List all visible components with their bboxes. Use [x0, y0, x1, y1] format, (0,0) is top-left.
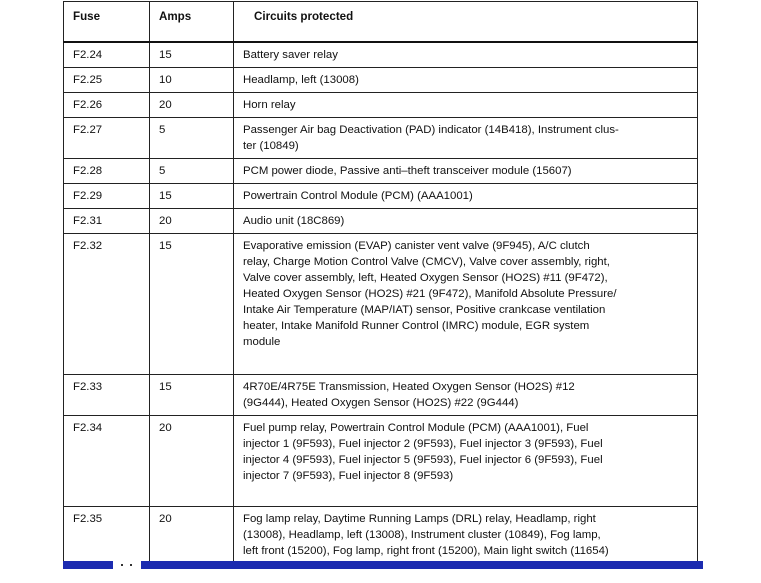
column-header-circuits: Circuits protected	[234, 2, 698, 42]
cell-circuits: Fog lamp relay, Daytime Running Lamps (DRL) relay, Headlamp, right (13008), Headlamp, left (13008), Instrument cluster (10849), Fog lamp, left front (15200), Fog lamp, right front (15200), Main light switch (11654)	[234, 506, 698, 566]
cell-fuse: F2.32	[64, 233, 150, 374]
cell-amps: 15	[150, 183, 234, 208]
slide-accent-bar	[63, 561, 703, 569]
cell-fuse: F2.33	[64, 374, 150, 415]
table-body	[64, 42, 698, 567]
cell-circuits: Evaporative emission (EVAP) canister vent valve (9F945), A/C clutch relay, Charge Motion Control Valve (CMCV), Valve cover assembly, right, Valve cover assembly, left, Heated Oxygen Sensor (HO2S) #11 (9F472), Heated Oxygen Sensor (HO2S) #21 (9F472), Manifold Absolute Pressure/ Intake Air Temperature (MAP/IAT) sensor, Positive crankcase ventilation heater, Intake Manifold Runner Control (IMRC) module, EGR system module	[234, 233, 698, 374]
cell-amps: 5	[150, 117, 234, 158]
column-header-fuse: Fuse	[64, 2, 150, 42]
cell-fuse: F2.29	[64, 183, 150, 208]
cell-amps: 20	[150, 208, 234, 233]
cell-fuse: F2.25	[64, 67, 150, 92]
cell-amps: 15	[150, 233, 234, 374]
table-row	[64, 92, 698, 117]
cell-circuits: Passenger Air bag Deactivation (PAD) indicator (14B418), Instrument clus- ter (10849)	[234, 117, 698, 158]
fuse-table	[63, 1, 698, 567]
cell-fuse: F2.28	[64, 158, 150, 183]
cell-circuits: Battery saver relay	[234, 42, 698, 68]
cell-amps: 20	[150, 415, 234, 506]
table-row	[64, 42, 698, 68]
cell-circuits: PCM power diode, Passive anti–theft transceiver module (15607)	[234, 158, 698, 183]
page-bottom-edge	[0, 569, 761, 583]
table-row	[64, 158, 698, 183]
cell-circuits: 4R70E/4R75E Transmission, Heated Oxygen Sensor (HO2S) #12 (9G444), Heated Oxygen Sensor (HO2S) #22 (9G444)	[234, 374, 698, 415]
cell-circuits: Horn relay	[234, 92, 698, 117]
cell-circuits: Headlamp, left (13008)	[234, 67, 698, 92]
table-header-row	[64, 2, 698, 42]
cell-fuse: F2.35	[64, 506, 150, 566]
cell-circuits: Fuel pump relay, Powertrain Control Module (PCM) (AAA1001), Fuel injector 1 (9F593), Fuel injector 2 (9F593), Fuel injector 3 (9F593), Fuel injector 4 (9F593), Fuel injector 5 (9F593), Fuel injector 6 (9F593), Fuel injector 7 (9F593), Fuel injector 8 (9F593)	[234, 415, 698, 506]
table-row	[64, 183, 698, 208]
cell-fuse: F2.27	[64, 117, 150, 158]
cell-fuse: F2.34	[64, 415, 150, 506]
table-row	[64, 374, 698, 415]
table-row	[64, 506, 698, 566]
cell-fuse: F2.31	[64, 208, 150, 233]
cell-amps: 5	[150, 158, 234, 183]
table-row	[64, 233, 698, 374]
cell-amps: 15	[150, 374, 234, 415]
table-row	[64, 415, 698, 506]
cell-amps: 15	[150, 42, 234, 68]
cell-circuits: Powertrain Control Module (PCM) (AAA1001)	[234, 183, 698, 208]
cell-fuse: F2.26	[64, 92, 150, 117]
gap-dot	[130, 564, 132, 566]
gap-dot	[121, 564, 123, 566]
cell-amps: 20	[150, 92, 234, 117]
cell-amps: 20	[150, 506, 234, 566]
table-row	[64, 67, 698, 92]
table-row	[64, 208, 698, 233]
cell-circuits: Audio unit (18C869)	[234, 208, 698, 233]
column-header-amps: Amps	[150, 2, 234, 42]
table-row	[64, 117, 698, 158]
cell-amps: 10	[150, 67, 234, 92]
cell-fuse: F2.24	[64, 42, 150, 68]
